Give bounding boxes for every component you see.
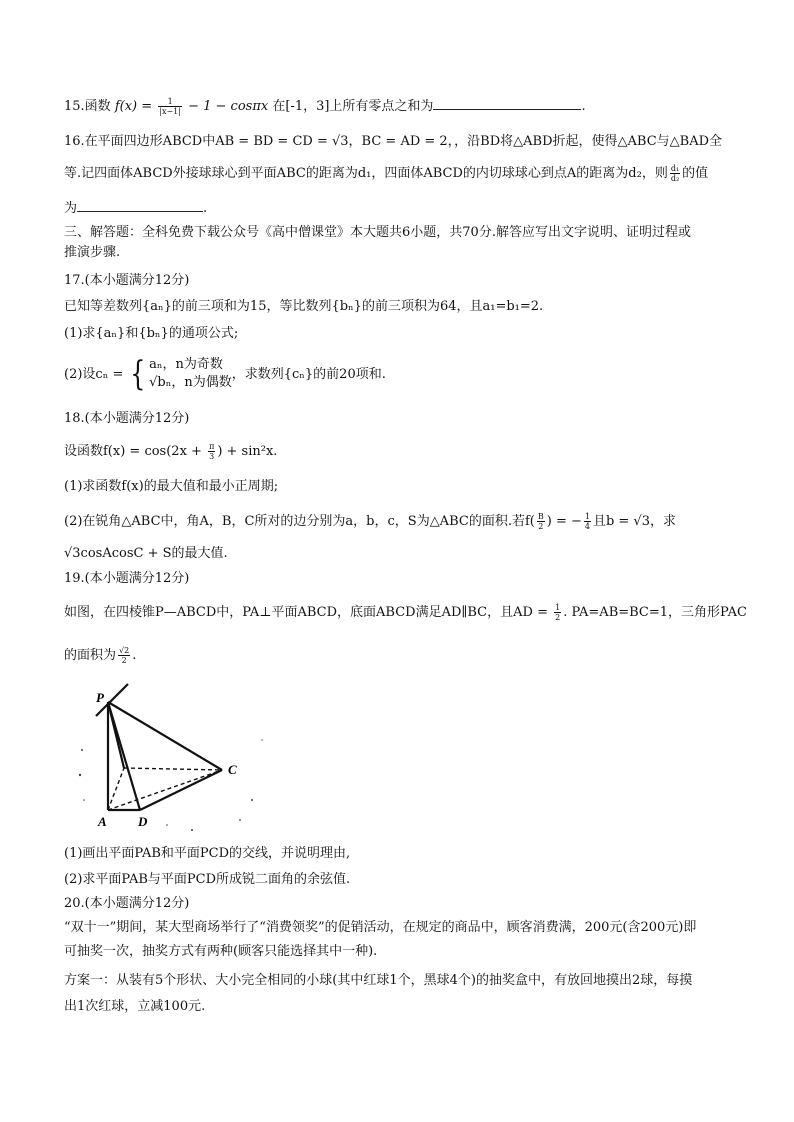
q17-heading: 17.(本小题满分12分): [64, 273, 190, 288]
q18-line-4: √3cosAcosC + S的最大值.: [64, 546, 228, 561]
q17-part-1: (1)求{aₙ}和{bₙ}的通项公式;: [64, 326, 239, 341]
q15-number: 15.函数: [64, 99, 115, 114]
q19-part-1: (1)画出平面PAB和平面PCD的交线，并说明理由,: [64, 846, 351, 861]
q16-line-1: 16.在平面四边形ABCD中AB = BD = CD = √3，BC = AD = 2，，沿BD将△ABD折起，使得△ABC与△BAD全: [64, 134, 723, 149]
q19-line-2: 的面积为 $\frac{√2}{2}$ .: [64, 646, 137, 665]
q15-fraction: $\frac{1}{|x-1|}$: [159, 97, 181, 116]
left-brace-icon: {: [130, 354, 146, 394]
q16-line-3: 为 .: [64, 198, 207, 218]
section3-line-2: 推演步骤.: [64, 245, 121, 260]
q18-part-1: (1)求函数f(x)的最大值和最小正周期;: [64, 479, 279, 494]
q19-part-2: (2)求平面PAB与平面PCD所成锐二面角的余弦值.: [64, 872, 351, 887]
q18-heading: 18.(本小题满分12分): [64, 411, 190, 426]
q17-line-1: 已知等差数列{aₙ}的前三项和为15，等比数列{bₙ}的前三项积为64，且a₁=b₁=2.: [64, 299, 544, 314]
q20-line-3: 方案一：从装有5个形状、大小完全相同的小球(其中红球1个，黑球4个)的抽奖盒中，有放回地摸出2球，每摸: [64, 973, 693, 988]
edge-bc-hidden: [124, 768, 222, 770]
q16-ratio: $\frac{\text{d₁}}{\text{d₂}}$: [670, 164, 680, 183]
edge-ab-hidden: [108, 768, 124, 810]
edge-ac-hidden: [108, 770, 222, 810]
q16-line-2: 等.记四面体ABCD外接球球心到平面ABC的距离为d₁，四面体ABCD的内切球球心到点A的距离为d₂，则 $\frac{\text{d₁}}{\text{d₂}}$ 的值: [64, 164, 709, 183]
q15-function-tail: − 1 − cosπx: [183, 99, 269, 114]
q20-line-1: “双十一”期间，某大型商场举行了“消费领奖”的促销活动，在规定的商品中，顾客消费满，200元(含200元)即: [64, 920, 697, 935]
q19-heading: 19.(本小题满分12分): [64, 571, 190, 586]
label-a: A: [98, 814, 107, 829]
pyramid-figure: [72, 680, 272, 840]
edge-dc: [140, 770, 222, 810]
q15-line: 15.函数 f(x) = $\frac{1}{|x-1|}$ − 1 − cosπx 在[-1，3]上所有零点之和为 .: [64, 97, 586, 116]
q17-part-2: (2)设cₙ = { aₙ，n为奇数 √bₙ，n为偶数 ，求数列{cₙ}的前20项和.: [64, 354, 386, 394]
label-p: P: [96, 690, 104, 705]
q19-line-1: 如图，在四棱锥P—ABCD中，PA⊥平面ABCD，底面ABCD满足AD∥BC，且AD = $\frac{1}{2}$ . PA=AB=BC=1，三角形PAC: [64, 603, 747, 622]
q16-answer-blank[interactable]: [77, 198, 203, 212]
edge-pb: [108, 702, 124, 768]
q20-line-2: 可抽奖一次，抽奖方式有两种(顾客只能选择其中一种).: [64, 944, 378, 959]
q18-line-1: 设函数f(x) = cos(2x + $\frac{\pi}{3}$ ) + sin²x.: [64, 442, 278, 461]
piecewise-cases: aₙ，n为奇数 √bₙ，n为偶数: [149, 357, 232, 390]
section3-line-1: 三、解答题：全科免费下载公众号《高中僧课堂》本大题共6小题，共70分.解答应写出文字说明、证明过程或: [64, 225, 691, 240]
q20-heading: 20.(本小题满分12分): [64, 896, 190, 911]
q15-function: f(x) =: [114, 99, 157, 114]
label-c: C: [228, 762, 237, 777]
q20-line-4: 出1次红球，立减100元.: [64, 999, 206, 1014]
q15-answer-blank[interactable]: [433, 96, 581, 110]
label-d: D: [138, 814, 148, 829]
q18-part-2: (2)在锐角△ABC中，角A，B，C所对的边分别为a，b，c，S为△ABC的面积.若f( $\frac{B}{2}$ ) = − $\frac{1}{4}$ 且b = √3，求: [64, 512, 676, 531]
q15-range: 在[-1，3]上所有零点之和为: [268, 99, 434, 114]
